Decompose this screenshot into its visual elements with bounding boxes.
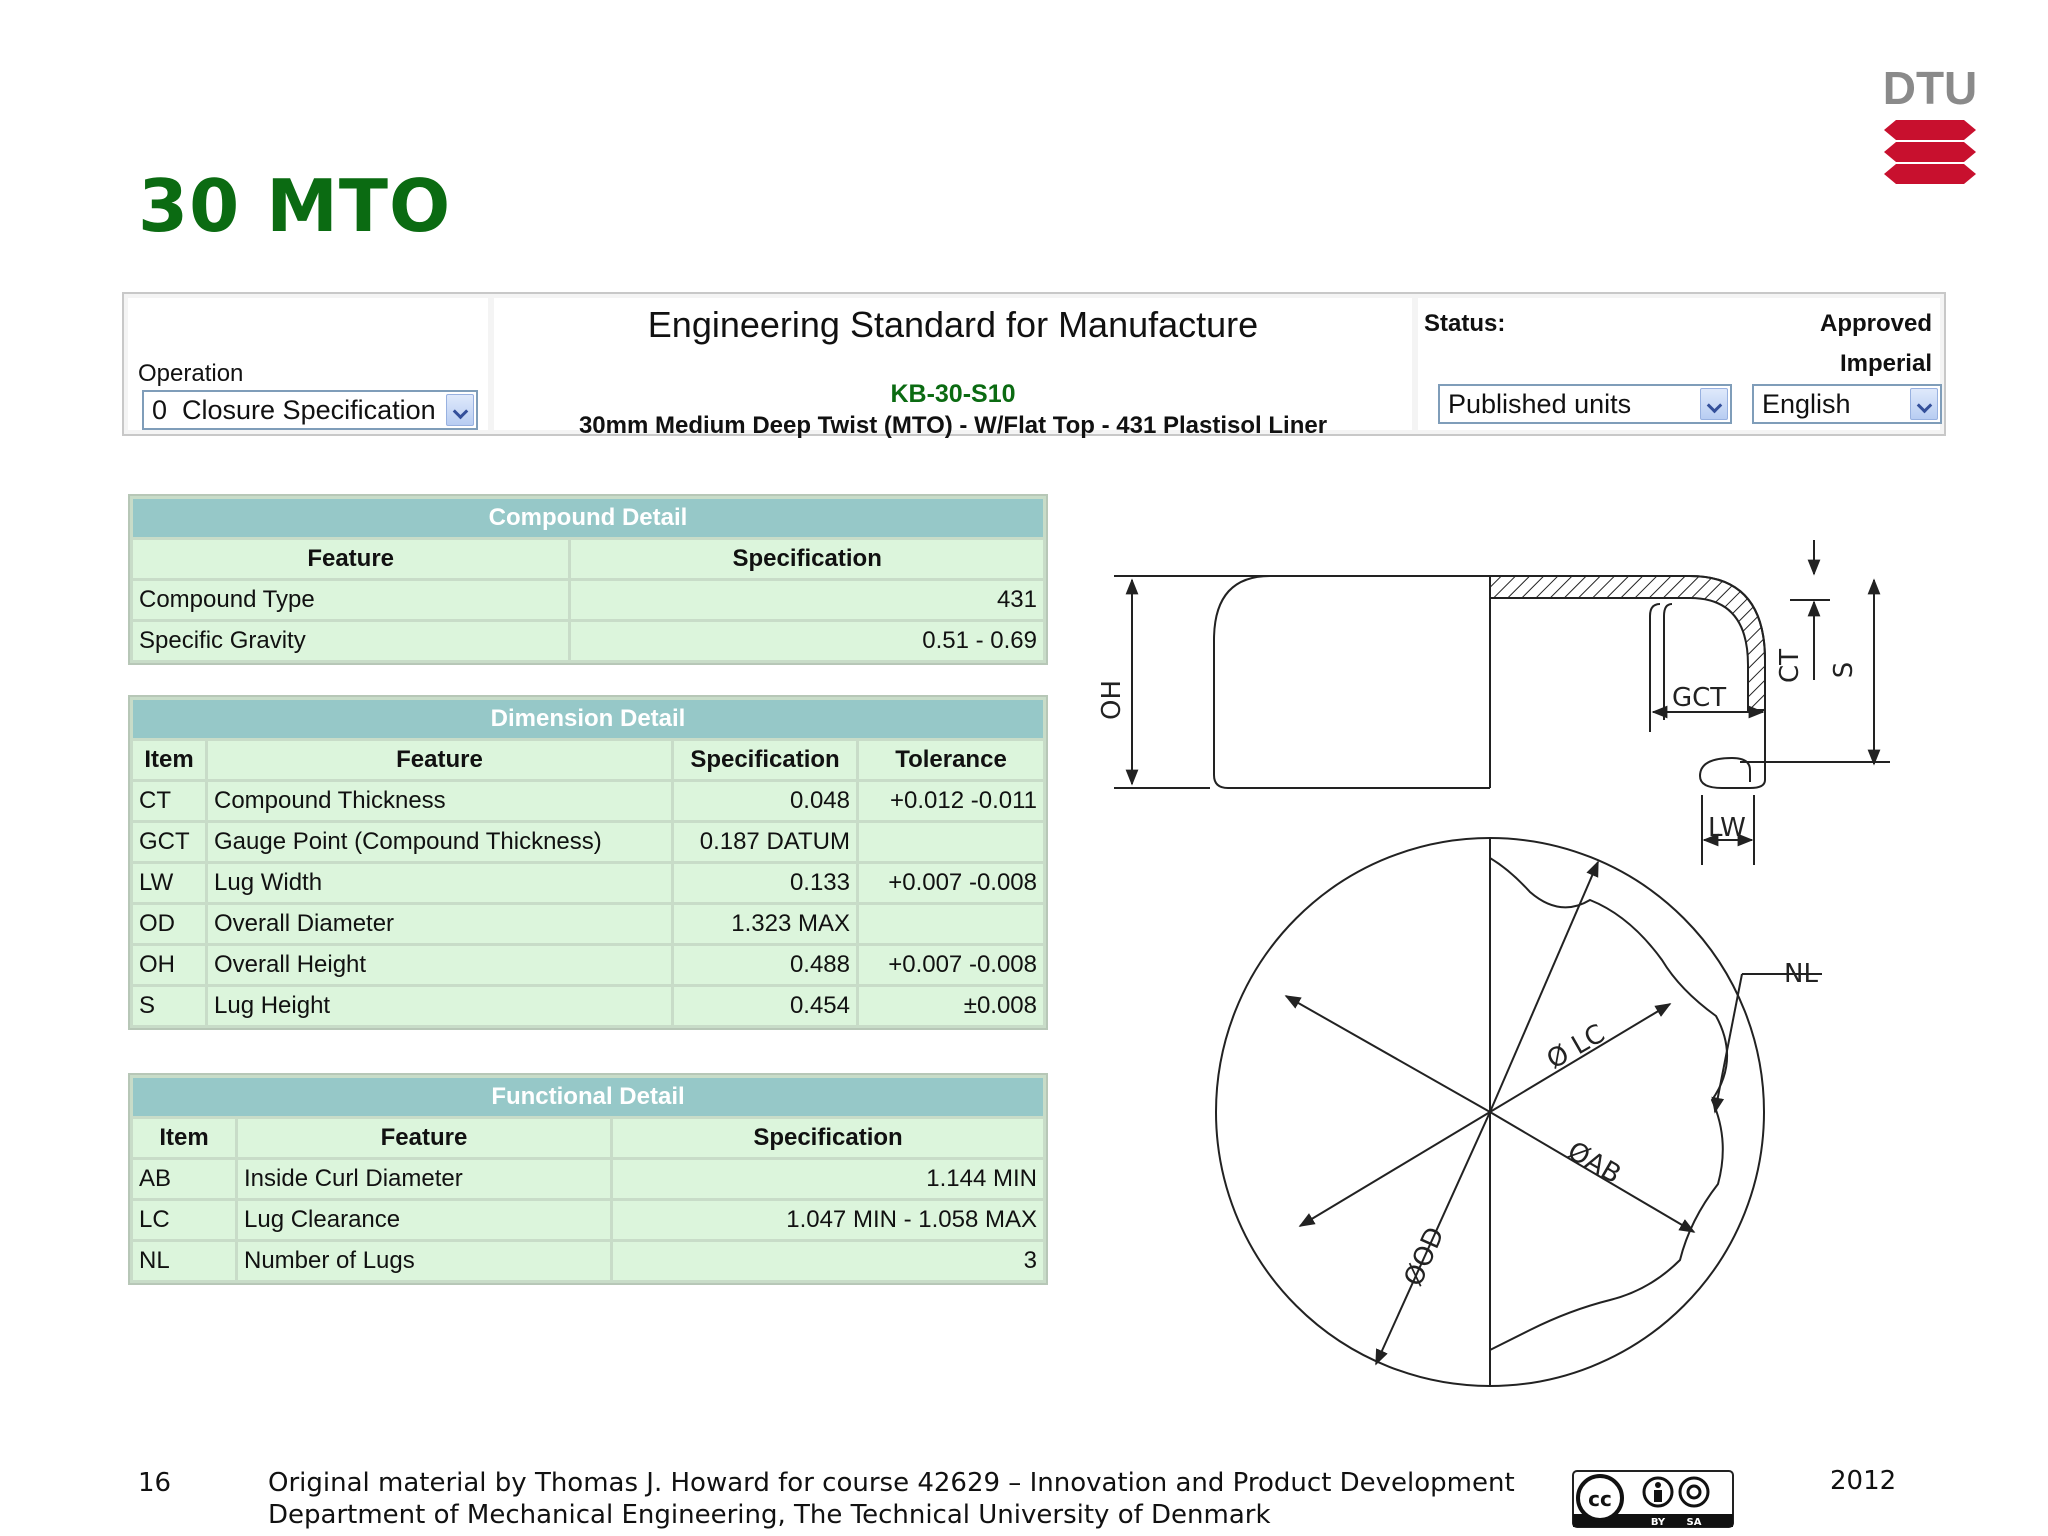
side-view xyxy=(1114,540,1890,865)
cell-specification: 0.51 - 0.69 xyxy=(571,622,1043,660)
table-row xyxy=(133,1242,1043,1280)
cell-feature: Number of Lugs xyxy=(238,1242,610,1280)
status-value: Approved xyxy=(1819,310,1932,337)
table-row xyxy=(133,905,1043,943)
cell-specification: 1.047 MIN - 1.058 MAX xyxy=(613,1201,1043,1239)
cell-specification: 0.133 xyxy=(674,864,856,902)
cell-item: CT xyxy=(133,782,205,820)
cell-feature: Overall Diameter xyxy=(208,905,671,943)
standard-description: 30mm Medium Deep Twist (MTO) - W/Flat Top - 431 Plastisol Liner xyxy=(578,412,1328,439)
cc-by-sa-badge xyxy=(1572,1470,1734,1528)
cell-tolerance: ±0.008 xyxy=(859,987,1043,1025)
dtu-logo xyxy=(1880,58,1980,188)
column-header: Specification xyxy=(571,540,1043,578)
cell-feature: Specific Gravity xyxy=(133,622,568,660)
units-label: Imperial xyxy=(1839,350,1932,377)
cell-item: OD xyxy=(133,905,205,943)
table-row xyxy=(133,581,1043,619)
table-row xyxy=(133,946,1043,984)
table-row xyxy=(133,622,1043,660)
cell-specification: 0.454 xyxy=(674,987,856,1025)
cell-feature: Overall Height xyxy=(208,946,671,984)
page-number: 16 xyxy=(138,1468,172,1498)
units-select-value: Published units xyxy=(1448,389,1632,419)
top-view xyxy=(1216,838,1822,1386)
table-row xyxy=(133,987,1043,1025)
operation-select-value: 0 Closure Specification xyxy=(152,395,436,425)
nl-label: NL xyxy=(1784,959,1818,989)
cell-item: NL xyxy=(133,1242,235,1280)
lw-label: LW xyxy=(1708,813,1746,843)
cell-feature: Lug Clearance xyxy=(238,1201,610,1239)
cell-tolerance xyxy=(859,823,1043,861)
chevron-down-icon[interactable] xyxy=(1910,388,1938,420)
column-header: Specification xyxy=(674,741,856,779)
cell-item: OH xyxy=(133,946,205,984)
s-label: S xyxy=(1829,661,1859,679)
table-row xyxy=(133,1160,1043,1198)
lc-label: Ø LC xyxy=(1541,1018,1611,1076)
cell-item: LC xyxy=(133,1201,235,1239)
cell-specification: 3 xyxy=(613,1242,1043,1280)
cell-feature: Compound Type xyxy=(133,581,568,619)
column-header: Specification xyxy=(613,1119,1043,1157)
table-row xyxy=(133,1201,1043,1239)
cell-item: S xyxy=(133,987,205,1025)
svg-text:SA: SA xyxy=(1686,1517,1702,1528)
share-alike-icon xyxy=(1680,1478,1708,1506)
chevron-down-icon[interactable] xyxy=(446,394,474,426)
language-select[interactable] xyxy=(1752,384,1942,424)
cell-specification: 0.048 xyxy=(674,782,856,820)
cell-tolerance: +0.012 -0.011 xyxy=(859,782,1043,820)
svg-text:BY: BY xyxy=(1650,1517,1666,1528)
language-select-value: English xyxy=(1762,389,1851,419)
cell-feature: Gauge Point (Compound Thickness) xyxy=(208,823,671,861)
od-label: ØOD xyxy=(1398,1222,1451,1291)
ct-label: CT xyxy=(1775,648,1805,684)
cell-feature: Lug Height xyxy=(208,987,671,1025)
svg-text:DTU: DTU xyxy=(1882,62,1978,114)
footer-department: Department of Mechanical Engineering, The Technical University of Denmark xyxy=(268,1500,1271,1530)
cell-item: AB xyxy=(133,1160,235,1198)
year: 2012 xyxy=(1830,1466,1897,1496)
operation-label: Operation xyxy=(138,360,244,387)
column-header: Feature xyxy=(238,1119,610,1157)
closure-technical-drawing xyxy=(1090,520,1930,1400)
spec-header xyxy=(122,292,1946,439)
column-header: Feature xyxy=(208,741,671,779)
footer-credit: Original material by Thomas J. Howard for course 42629 – Innovation and Product Development xyxy=(268,1468,1515,1498)
column-header: Tolerance xyxy=(859,741,1043,779)
units-select[interactable] xyxy=(1438,384,1732,424)
table-row xyxy=(133,864,1043,902)
table-row xyxy=(133,782,1043,820)
gct-label: GCT xyxy=(1672,683,1727,713)
cell-item: LW xyxy=(133,864,205,902)
cell-specification: 1.144 MIN xyxy=(613,1160,1043,1198)
cell-feature: Lug Width xyxy=(208,864,671,902)
column-header: Item xyxy=(133,741,205,779)
cell-specification: 0.488 xyxy=(674,946,856,984)
cell-specification: 1.323 MAX xyxy=(674,905,856,943)
standard-cell xyxy=(494,298,1412,439)
status-label: Status: xyxy=(1424,310,1506,337)
status-cell xyxy=(1418,298,1940,430)
ab-label: ØAB xyxy=(1562,1136,1626,1191)
operation-cell xyxy=(128,298,488,430)
functional-detail-table xyxy=(128,1073,1048,1285)
standard-title: Engineering Standard for Manufacture xyxy=(647,304,1259,345)
cell-specification: 0.187 DATUM xyxy=(674,823,856,861)
oh-label: OH xyxy=(1097,679,1127,721)
table-caption: Functional Detail xyxy=(133,1078,1043,1116)
column-header: Feature xyxy=(133,540,568,578)
standard-code: KB-30-S10 xyxy=(890,380,1016,408)
cell-item: GCT xyxy=(133,823,205,861)
cell-tolerance: +0.007 -0.008 xyxy=(859,946,1043,984)
cell-tolerance: +0.007 -0.008 xyxy=(859,864,1043,902)
cc-icon: cc xyxy=(1588,1487,1612,1511)
dimension-detail-table xyxy=(128,695,1048,1030)
operation-select[interactable] xyxy=(142,390,478,430)
table-caption: Dimension Detail xyxy=(133,700,1043,738)
cell-specification: 431 xyxy=(571,581,1043,619)
compound-detail-table xyxy=(128,494,1048,665)
chevron-down-icon[interactable] xyxy=(1700,388,1728,420)
table-row xyxy=(133,823,1043,861)
cell-feature: Compound Thickness xyxy=(208,782,671,820)
column-header: Item xyxy=(133,1119,235,1157)
cell-feature: Inside Curl Diameter xyxy=(238,1160,610,1198)
slide-title: 30 MTO xyxy=(138,164,452,248)
table-caption: Compound Detail xyxy=(133,499,1043,537)
cell-tolerance xyxy=(859,905,1043,943)
